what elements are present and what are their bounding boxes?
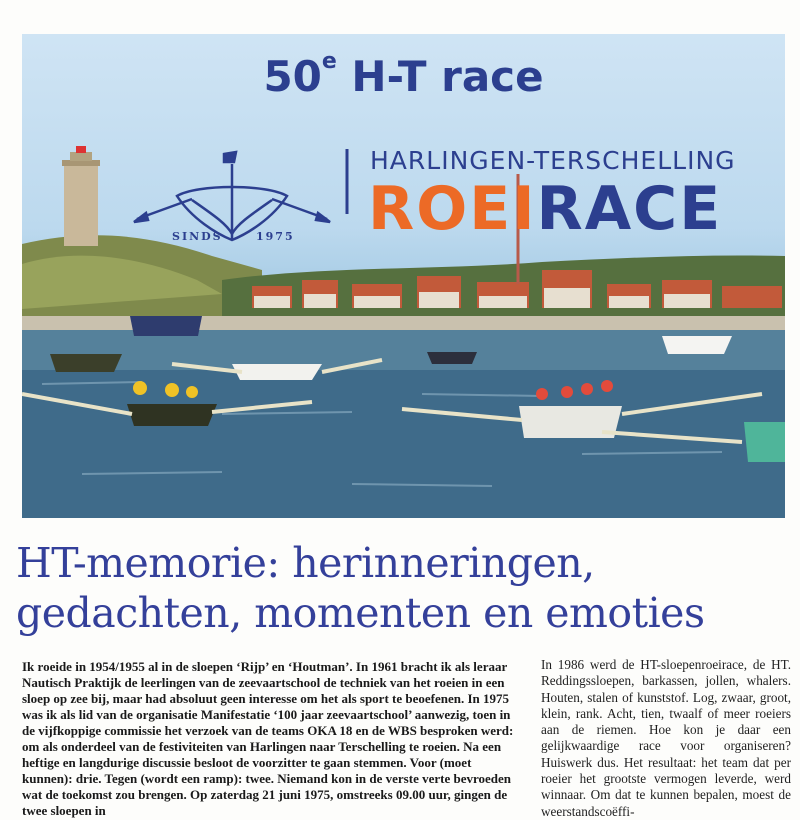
harbour-scene: [22, 34, 785, 518]
race-title: 50e H-T race: [263, 49, 544, 101]
hero-photo: [22, 34, 785, 518]
article-headline: [16, 538, 796, 638]
headline-line-2: gedachten, momenten en emoties: [16, 589, 705, 637]
rowing-boat-logo-icon: [134, 152, 330, 240]
lighthouse-icon: [62, 146, 100, 246]
logo-line-top: HARLINGEN-TERSCHELLING: [370, 146, 736, 175]
headline-line-1: HT-memorie: herinneringen,: [16, 539, 595, 587]
logo-year: 1975: [256, 230, 295, 243]
logo-wordmark: ROEIRACE: [368, 174, 723, 244]
logo-since: SINDS: [172, 230, 223, 243]
article-column-2: In 1986 werd de HT-sloepenroeirace, de HT. Reddingssloepen, barkassen, jollen, whalers. Houten, stalen of kunststof. Log, zwaar, groot, klein, rank. Acht, tien, twaalf of meer roeiers aan de riemen. Hoe kon je daar een gelijkwaardige race voor organiseren? Huiswerk dus. Het resultaat: het team dat per roeier het grootste vermogen leverde, werd winnaar. Om dat te kunnen bepalen, moest de weerstandscoëffi-: [541, 657, 791, 819]
article-column-1: Ik roeide in 1954/1955 al in de sloepen ‘Rijp’ en ‘Houtman’. In 1961 bracht ik als leraar Nautisch Praktijk de leerlingen van de zeevaartschool de techniek van het roeien in een sloep op zee bij, maar had absoluut geen interesse om het als sport te beoefenen. In 1975 was ik als lid van de organisatie Manifestatie ‘100 jaar zeevaartschool’ aanwezig, toen in de vijfkoppige commissie het verzoek van de teams OKA 18 en de WBS besproken werd: om als onderdeel van de festiviteiten van Harlingen naar Terschelling te roeien. Na een heftige en langdurige discussie besloot de voorzitter te gaan stemmen. Voor (moet kunnen): drie. Tegen (wordt een ramp): twee. Niemand kon in de verste verte bevroeden wat de toekomst zou brengen. Op zaterdag 21 juni 1975, omstreeks 09.00 uur, gingen de twee sloepen in: [22, 659, 514, 818]
